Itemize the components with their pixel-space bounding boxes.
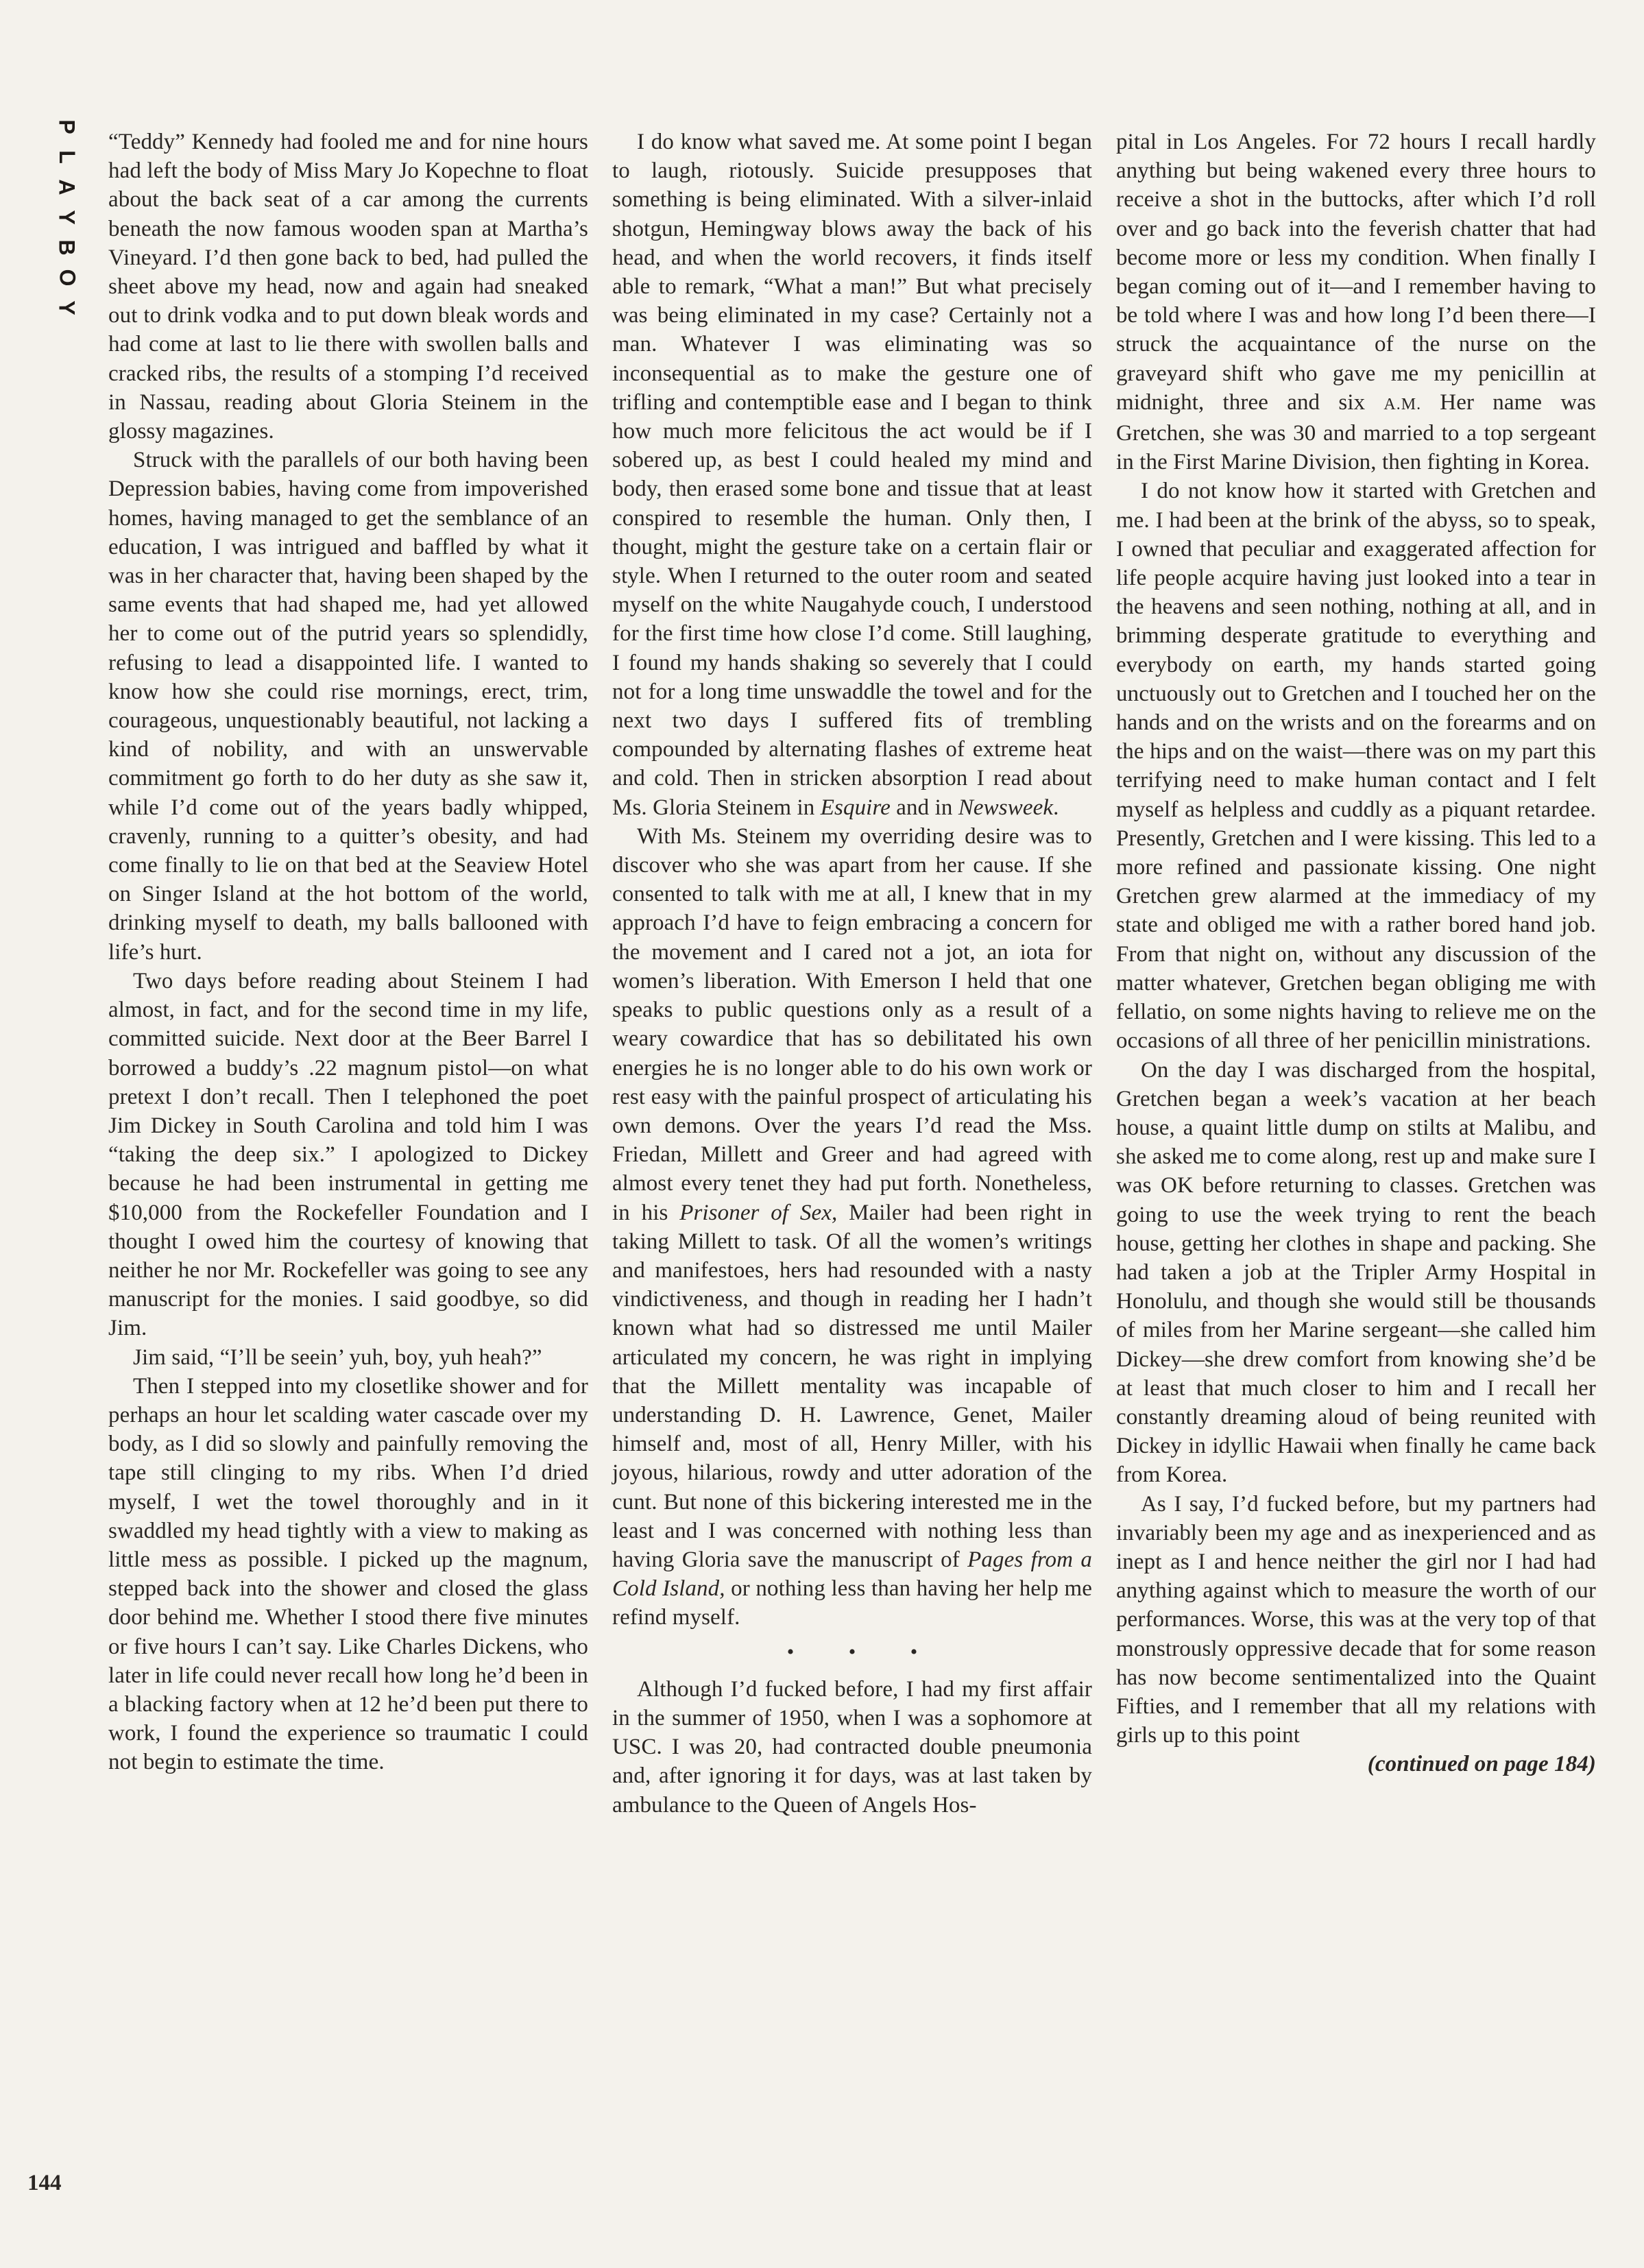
paragraph-text: or nothing less than having her help me refind myself. bbox=[612, 1576, 1092, 1630]
paragraph-text: and in bbox=[896, 795, 953, 820]
playboy-masthead bbox=[53, 115, 81, 319]
paragraph-text: pital in Los Angeles. For 72 hours I recall hardly anything but being wakened every three hours to receive a shot in the buttocks, after which I’d roll over and go back into the feverish chatter that had become more or less my condition. When finally I began coming out of it—and I remember having to be told where I was and how long I’d been there—I struck the acquaintance of the nurse on the graveyard shift who gave me my penicillin at midnight, three and six bbox=[1116, 130, 1596, 415]
text-column-3 bbox=[1116, 128, 1596, 1779]
paragraph: “Teddy” Kennedy had fooled me and for nine hours had left the body of Miss Mary Jo Kopechne to float about the back seat of a car among the currents beneath the now famous wooden span at Martha’s Vineyard. I’d then gone back to bed, had pulled the sheet above my head, now and again had sneaked out to drink vodka and to put down bleak words and had come at last to lie there with swollen balls and cracked ribs, the results of a stomping I’d received in Nassau, reading about Gloria Steinem in the glossy magazines. bbox=[108, 130, 588, 444]
book-title: Prisoner of Sex, bbox=[679, 1200, 838, 1225]
masthead-letter: B bbox=[54, 239, 80, 256]
masthead-letter: P bbox=[55, 119, 80, 134]
paragraph: As I say, I’d fucked before, but my partners had invariably been my age and as inexperienced and as inept as I and hence neither the girl nor I had had anything against which to measure the worth of our performances. Worse, this was at the very top of that monstrously oppressive decade that for some reason has now become sentimentalized into the Quaint Fifties, and I remember that all my relations with girls up to this point bbox=[1116, 1491, 1596, 1748]
paragraph-text: With Ms. Steinem my overriding desire was to discover who she was apart from her cause. If she consented to talk with me at all, I knew that in my approach I’d have to feign embracing a concern for the movement and I cared not a jot, an iota for women’s liberation. With Emerson I held that one speaks to public questions only as a result of a weary cowardice that has so debilitated his own energies he is no longer able to do his own work or rest easy with the painful prospect of articulating his own demons. Over the years I’d read the Mss. Friedan, Millett and Greer and had agreed with almost every tenet they had put forth. Nonetheless, in his bbox=[612, 823, 1092, 1225]
continued-notice: (continued on page 184) bbox=[1367, 1752, 1596, 1777]
paragraph: Jim said, “I’ll be seein’ yuh, boy, yuh heah?” bbox=[133, 1344, 542, 1370]
text-column-2 bbox=[612, 128, 1092, 1820]
paragraph: Struck with the parallels of our both having been Depression babies, having come from impoverished homes, having managed to get the semblance of an education, I was intrigued and baffled by what it was in her character that, having been shaped by the same events that had shaped me, had yet allowed her to come out of the putrid years so splendidly, refusing to lead a disappointed life. I wanted to know how she could rise mornings, erect, trim, courageous, unquestionably beautiful, not lacking a kind of nobility, and with an unswervable commitment go forth to do her duty as she saw it, while I’d come out of the years badly whipped, cravenly, running to a quitter’s obesity, and had come finally to lie on that bed at the Seaview Hotel on Singer Island at the hot bottom of the world, drinking myself to death, my balls ballooned with life’s hurt. bbox=[108, 448, 588, 965]
paragraph: Although I’d fucked before, I had my first affair in the summer of 1950, when I was a sophomore at USC. I was 20, had contracted double pneumonia and, after ignoring it for days, was at last taken by ambulance to the Queen of Angels Hos- bbox=[612, 1676, 1092, 1818]
paragraph: I do not know how it started with Gretchen and me. I had been at the brink of the abyss, so to speak, I owned that peculiar and exaggerated affection for life people acquire having just looked into a tear in the heavens and seen nothing, nothing at all, and in brimming desperate gratitude to everything and everybody on earth, my hands started going unctuously out to Gretchen and I touched her on the hands and on the wrists and on the forearms and on the hips and on the waist—there was on my part this terrifying need to make human contact and I felt myself as helpless and cuddly as a piquant retardee. Presently, Gretchen and I were kissing. This led to a more refined and passionate kissing. One night Gretchen grew alarmed at the immediacy of my state and obliged me with a rather bored hand job. From that night on, without any discussion of the matter whatever, Gretchen began obliging me with fellatio, on some nights having to relieve me on the occasions of all three of her penicillin ministrations. bbox=[1116, 479, 1596, 1054]
paragraph-text: I do know what saved me. At some point I began to laugh, riotously. Suicide presupposes that something is being eliminated. With a silver-inlaid shotgun, Hemingway blows away the back of his head, and when the world recovers, it finds itself able to remark, “What a man!” But what precisely was being eliminated in my case? Certainly not a man. Whatever I was eliminating was so inconsequential as to make the gesture one of trifling and contemptible ease and I began to think how much more felicitous the act would be if I sobered up, as best I could healed my mind and body, then erased some bone and tissue that at least conspired to resemble the human. Only then, I thought, might the gesture take on a certain flair or style. When I returned to the outer room and seated myself on the white Naugahyde couch, I understood for the first time how close I’d come. Still laughing, I found my hands shaking so severely that I could not for a long time unswaddle the towel and for the next two days I suffered fits of trembling compounded by alternating flashes of extreme heat and cold. Then in stricken absorption I read about Ms. Gloria Steinem in bbox=[612, 130, 1092, 820]
masthead-letter: O bbox=[54, 269, 80, 287]
text-column-1 bbox=[108, 128, 588, 1777]
paragraph: Two days before reading about Steinem I had almost, in fact, and for the second time in my life, committed suicide. Next door at the Beer Barrel I borrowed a buddy’s .22 magnum pistol—on what pretext I don’t recall. Then I telephoned the poet Jim Dickey in South Carolina and told him I was “taking the deep six.” I apologized to Dickey because he had been instrumental in getting me $10,000 from the Rockefeller Foundation and I thought I owed him the courtesy of knowing that neither he nor Mr. Rockefeller was going to see any manuscript for the monies. I said goodbye, so did Jim. bbox=[108, 968, 588, 1341]
paragraph: On the day I was discharged from the hospital, Gretchen began a week’s vacation at her beach house, a quaint little dump on stilts at Malibu, and she asked me to come along, rest up and make sure I was OK before returning to classes. Gretchen was going to use the week trying to rent the beach house, getting her clothes in shape and packing. She had taken a job at the Tripler Army Hospital in Honolulu, and though she would still be thousands of miles from her Marine sergeant—she called him Dickey—she drew comfort from knowing she’d be at least that much closer to him and I recall her constantly dreaming aloud of being reunited with Dickey in idyllic Hawaii when finally he came back from Korea. bbox=[1116, 1057, 1596, 1488]
paragraph bbox=[612, 822, 1092, 1632]
time-abbrev: A.M. bbox=[1383, 395, 1422, 413]
paragraph: Then I stepped into my closetlike shower and for perhaps an hour let scalding water cascade over my body, as I did so slowly and painfully removing the tape still clinging to my ribs. When I’d dried myself, I wet the towel thoroughly and in it swaddled my head tightly with a view to making as little mess as possible. I picked up the magnum, stepped back into the shower and closed the glass door behind me. Whether I stood there five minutes or five hours I can’t say. Like Charles Dickens, who later in life could never recall how long he’d been in a blacking factory when at 12 he’d been put there to work, I found the experience so traumatic I could not begin to estimate the time. bbox=[108, 1373, 588, 1775]
masthead-letter: A bbox=[54, 179, 80, 195]
book-title: Pages from a Cold Island, bbox=[612, 1547, 1092, 1602]
paragraph bbox=[1116, 128, 1596, 476]
page-number: 144 bbox=[27, 2171, 62, 2195]
paragraph: I do know what saved me. At some point I began to laugh, riotously. Suicide presupposes that something is being eliminated. With a silver-inlaid shotgun, Hemingway blows away the back of his head, and when the world recovers, it finds itself able to remark, “What a man!” But what precisely was being eliminated in my case? Certainly not a man. Whatever I was eliminating was so inconsequential as to make the gesture one of trifling and contemptible ease and I began to think how much more felicitous the act would be if I sobered up, as best I could healed my mind and body, then erased some bone and tissue that at least conspired to resemble the human. Only then, I thought, might the gesture take on a certain flair or style. When I returned to the outer room and seated myself on the white Naugahyde couch, I understood for the first time how close I’d come. Still laughing, I found my hands shaking so severely that I could not for a long time unswaddle the towel and for the next two days I suffered fits of trembling compounded by alternating flashes of extreme heat and cold. Then in stricken absorption I read about Ms. Gloria Steinem in Esquire and in Newsweek. bbox=[612, 130, 1092, 820]
masthead-letter: Y bbox=[55, 210, 80, 225]
paragraph-text: Her name was Gretchen, she was 30 and married to a top sergeant in the First Marine Division, then fighting in Korea. bbox=[1116, 389, 1596, 475]
magazine-title: Newsweek bbox=[958, 795, 1054, 820]
paragraph-text: Mailer had been right in taking Millett to task. Of all the women’s writings and manifestoes, hers had resounded with a nasty vindictiveness, and though in reading her I hadn’t known what had so distressed me until Mailer articulated my concern, he was right in implying that the Millett mentality was incapable of understanding D. H. Lawrence, Genet, Mailer himself and, most of all, Henry Miller, with his joyous, hilarious, rowdy and utter adoration of the cunt. But none of this bickering interested me in the least and I was concerned with nothing less than having Gloria save the manuscript of bbox=[612, 1200, 1093, 1572]
section-separator: • • • bbox=[786, 1640, 943, 1663]
magazine-title: Esquire bbox=[820, 795, 891, 820]
masthead-letter: L bbox=[54, 150, 80, 164]
masthead-letter: Y bbox=[55, 300, 80, 315]
